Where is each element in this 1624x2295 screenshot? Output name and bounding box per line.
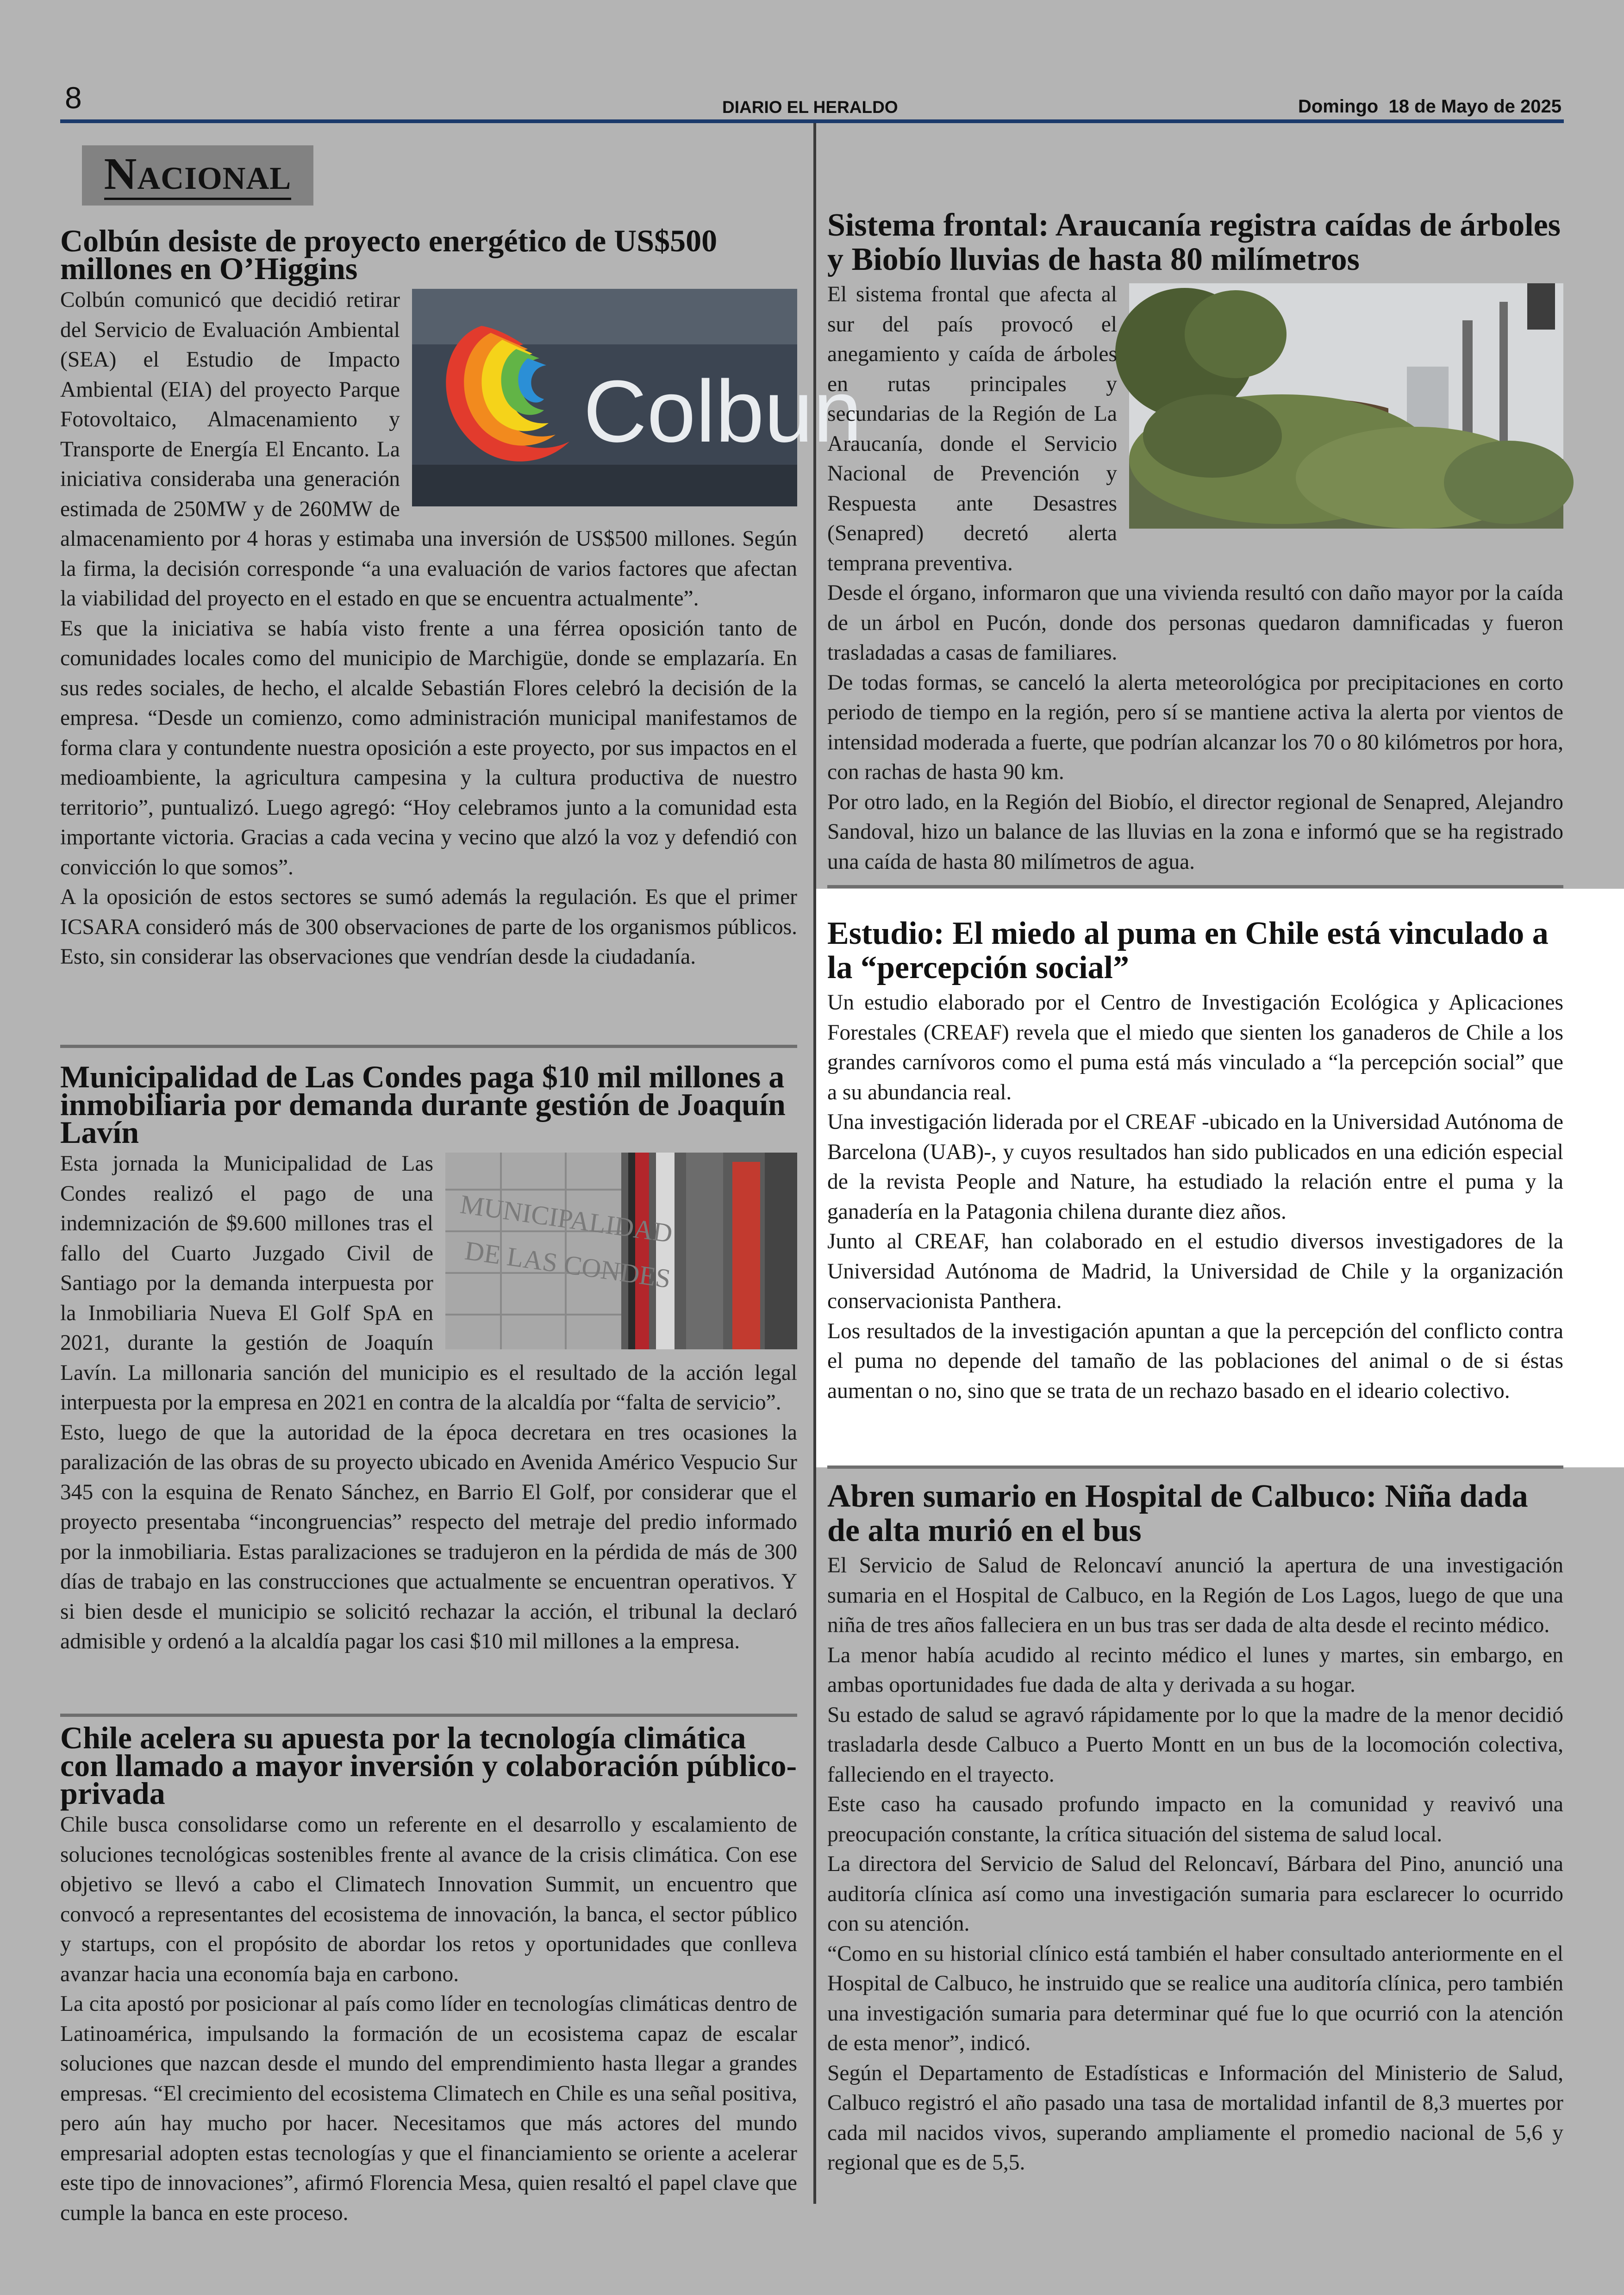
article-separator	[827, 1466, 1563, 1469]
article-body	[827, 280, 1563, 877]
article-body	[827, 988, 1563, 1406]
article-separator	[60, 1714, 797, 1717]
building-inscription-1: MUNICIPALIDAD	[458, 1189, 675, 1249]
article-paragraph: Los resultados de la investigación apuntan a que la percepción del conflicto contra el puma no depende del tamaño de las poblaciones del animal o de si éstas aumentan o no, sino que se trata de un rechazo basado en el ideario colectivo.	[827, 1319, 1563, 1403]
fallen-trees-image	[1129, 283, 1563, 529]
article-calbuco	[827, 1479, 1563, 2215]
article-puma	[827, 917, 1563, 1444]
article-paragraph: Este caso ha causado profundo impacto en la comunidad y reavivó una preocupación constante, la crítica situación del sistema de salud local.	[827, 1792, 1563, 1846]
article-paragraph: Según el Departamento de Estadísticas e Información del Ministerio de Salud, Calbuco registró el año pasado una tasa de mortalidad infantil de 8,3 muertes por cada mil nacidos vivos, superando ampliamente el promedio nacional de 5,6 y regional que es de 5,5.	[827, 2061, 1563, 2175]
article-paragraph: El Servicio de Salud de Reloncaví anunció la apertura de una investigación sumaria en el Hospital de Calbuco, en la Región de Los Lagos, luego de que una niña de tres años falleciera en un bus tras ser dada de alta desde el recinto médico.	[827, 1553, 1563, 1637]
las-condes-photo	[445, 1153, 797, 1349]
article-paragraph: Su estado de salud se agravó rápidamente por lo que la madre de la menor decidió trasladarla desde Calbuco a Puerto Montt en un bus de la locomoción colectiva, falleciendo en el trayecto.	[827, 1703, 1563, 1787]
header-rule	[60, 119, 1564, 123]
colbun-logo-photo	[412, 289, 862, 506]
article-paragraph: A la oposición de estos sectores se sumó además la regulación. Es que el primer ICSARA consideró más de 300 observaciones de parte de los organismos públicos. Esto, sin considerar las observaciones que vendrían desde la ciudadanía.	[60, 885, 797, 969]
article-paragraph: Es que la iniciativa se había visto frente a una férrea oposición tanto de comunidades locales como del municipio de Marchigüe, donde se emplazaría. En sus redes sociales, de hecho, el alcalde Sebastián Flores celebró la decisión de la empresa. “Desde un comienzo, como administración municipal manifestamos de forma clara y contundente nuestra oposición a este proyecto, por sus impactos en el medioambiente, la agricultura campesina y la cultura productiva de nuestro territorio”, puntualizó. Luego agregó: “Hoy celebramos junto a la comunidad esta importante victoria. Gracias a cada vecina y vecino que alzó la voz y defendió con convicción lo que somos”.	[60, 616, 797, 879]
article-paragraph: Esta jornada la Municipalidad de Las Condes realizó el pago de una indemnización de $9.600 millones tras el fallo del Cuarto Juzgado Civil de Santiago por la demanda interpuesta por la Inmobiliaria Nueva El Golf SpA en 2021, durante la gestión de Joaquín Lavín. La millonaria sanción del municipio es el resultado de la acción legal interpuesta por la empresa en 2021 en contra de la alcaldía por “falta de servicio”.	[60, 1152, 797, 1415]
article-paragraph: La directora del Servicio de Salud del Reloncaví, Bárbara del Pino, anunció una auditoría clínica así como una investigación sumaria para esclarecer lo ocurrido con su atención.	[827, 1852, 1563, 1936]
article-paragraph: Desde el órgano, informaron que una vivienda resultó con daño mayor por la caída de un árbol en Pucón, donde dos personas quedaron damnificadas y fueron trasladadas a casas de familiares.	[827, 581, 1563, 665]
issue-date: Domingo 18 de Mayo de 2025	[1298, 96, 1562, 117]
article-paragraph: Colbún comunicó que decidió retirar del Servicio de Evaluación Ambiental (SEA) el Estudio de Impacto Ambiental (EIA) del proyecto Parque Fotovoltaico, Almacenamiento y Transporte de Energía El Encanto. La iniciativa consideraba una generación estimada de 250MW y de 260MW de almacenamiento por 4 horas y estimaba una inversión de US$500 millones. Según la firma, la decisión corresponde “a una evaluación de varios factores que afectan la viabilidad del proyecto en el estado en que se encuentra actualmente”.	[60, 288, 797, 611]
article-body	[60, 1810, 797, 2228]
article-climatech	[60, 1720, 797, 2225]
section-label-text: Nacional	[104, 149, 292, 199]
article-paragraph: La cita apostó por posicionar al país como líder en tecnologías climáticas dentro de Latinoamérica, impulsando la formación de un ecosistema capaz de escalar soluciones que nazcan desde el mundo del emprendimiento hasta llegar a grandes empresas. “El crecimiento del ecosistema Climatech en Chile es una señal positiva, pero aún hay mucho por hacer. Necesitamos que más actores del mundo empresarial adopten estas tecnologías y que el financiamiento se oriente a acelerar este tipo de innovaciones”, afirmó Florencia Mesa, quien resaltó el papel clave que cumple la banca en este proceso.	[60, 1992, 797, 2225]
article-paragraph: El sistema frontal que afecta al sur del país provocó el anegamiento y caída de árboles en rutas principales y secundarias de la Región de La Araucanía, donde el Servicio Nacional de Prevención y Respuesta ante Desastres (Senapred) decretó alerta temprana preventiva.	[827, 282, 1117, 575]
building-inscription-2: DE LAS CONDES	[463, 1235, 673, 1294]
article-paragraph: Chile busca consolidarse como un referente en el desarrollo y escalamiento de soluciones tecnológicas sostenibles frente al avance de la crisis climática. Con ese objetivo se llevó a cabo el Climatech Innovation Summit, un encuentro que convocó a representantes del ecosistema de innovación, la banca, el sector público y startups, con el propósito de abordar los retos y oportunidades que conlleva avanzar hacia una economía baja en carbono.	[60, 1813, 797, 1986]
article-headline: Colbún desiste de proyecto energético de US$500 millones en O’Higgins	[60, 223, 718, 286]
article-paragraph: “Como en su historial clínico está también el haber consultado anteriormente en el Hospital de Calbuco, he instruido que se realice una auditoría clínica, pero también una investigación sumaria para determinar qué fue lo que ocurrió con la atención de esta menor”, indicó.	[827, 1941, 1563, 2055]
article-paragraph: Un estudio elaborado por el Centro de Investigación Ecológica y Aplicaciones Forestales (CREAF) revela que el miedo que sienten los ganaderos de Chile a los grandes carnívoros como el puma está más vinculado a “la percepción social” que a su abundancia real.	[827, 991, 1563, 1104]
article-paragraph: Junto al CREAF, han colaborado en el estudio diversos investigadores de la Universidad Autónoma de Madrid, la Universidad de Chile y la organización conservacionista Panthera.	[827, 1229, 1563, 1313]
article-paragraph: La menor había acudido al recinto médico el lunes y martes, sin embargo, en ambas oportunidades fue dada de alta y derivada a su hogar.	[827, 1643, 1563, 1697]
article-headline: Chile acelera su apuesta por la tecnología climática con llamado a mayor inversión y colaboración público-privada	[60, 1720, 797, 1811]
article-body	[60, 285, 862, 972]
article-separator	[60, 1045, 797, 1048]
municipal-building-image	[445, 1153, 797, 1349]
article-separator	[827, 885, 1563, 888]
section-label	[82, 145, 313, 206]
page-number: 8	[65, 81, 82, 115]
colbun-logo-image	[412, 289, 862, 506]
article-las-condes	[60, 1059, 797, 1711]
newspaper-name: DIARIO EL HERALDO	[722, 98, 898, 117]
article-paragraph: De todas formas, se canceló la alerta meteorológica por precipitaciones en corto periodo de tiempo en la región, pero sí se mantiene activa la alerta por vientos de intensidad moderada a fuerte, que podrían alcanzar los 70 o 80 kilómetros por hora, con rachas de hasta 90 km.	[827, 670, 1563, 784]
article-headline: Abren sumario en Hospital de Calbuco: Niña dada de alta murió en el bus	[827, 1478, 1528, 1548]
article-paragraph: Una investigación liderada por el CREAF -ubicado en la Universidad Autónoma de Barcelona (UAB)-, y cuyos resultados han sido publicados en una edición especial de la revista People and Nature, ha estudiado la relación entre el puma y la ganadería en la Patagonia chilena durante diez años.	[827, 1110, 1563, 1224]
fallen-trees-photo	[1129, 283, 1563, 529]
article-paragraph: Esto, luego de que la autoridad de la época decretara en tres ocasiones la paralización de las obras de su proyecto ubicado en Avenida Américo Vespucio Sur 345 con la esquina de Renato Sánchez, en Barrio El Golf, por considerar que el proyecto presentaba “incongruencias” respecto del metraje del predio informado por la inmobiliaria. Estas paralizaciones se tradujeron en la pérdida de más de 300 días de trabajo en las construcciones que actualmente se encuentran operativos. Y si bien desde el municipio se solicitó rechazar la acción, el tribunal la declaró admisible y ordenó a la alcaldía pagar los casi $10 mil millones a la empresa.	[60, 1420, 797, 1653]
article-body	[827, 1551, 1563, 2178]
article-sistema-frontal	[827, 207, 1563, 874]
article-paragraph: Por otro lado, en la Región del Biobío, el director regional de Senapred, Alejandro Sandoval, hizo un balance de las lluvias en la zona e informó que se ha registrado una caída de hasta 80 milímetros de agua.	[827, 790, 1563, 874]
article-colbun	[60, 223, 862, 1039]
article-headline: Sistema frontal: Araucanía registra caídas de árboles y Biobío lluvias de hasta 80 milímetros	[827, 207, 1561, 277]
article-body	[60, 1149, 797, 1657]
colbun-logo-text: Colbun	[583, 362, 862, 461]
article-headline: Municipalidad de Las Condes paga $10 mil millones a inmobiliaria por demanda durante gestión de Joaquín Lavín	[60, 1059, 786, 1150]
article-headline: Estudio: El miedo al puma en Chile está vinculado a la “percepción social”	[827, 916, 1549, 985]
